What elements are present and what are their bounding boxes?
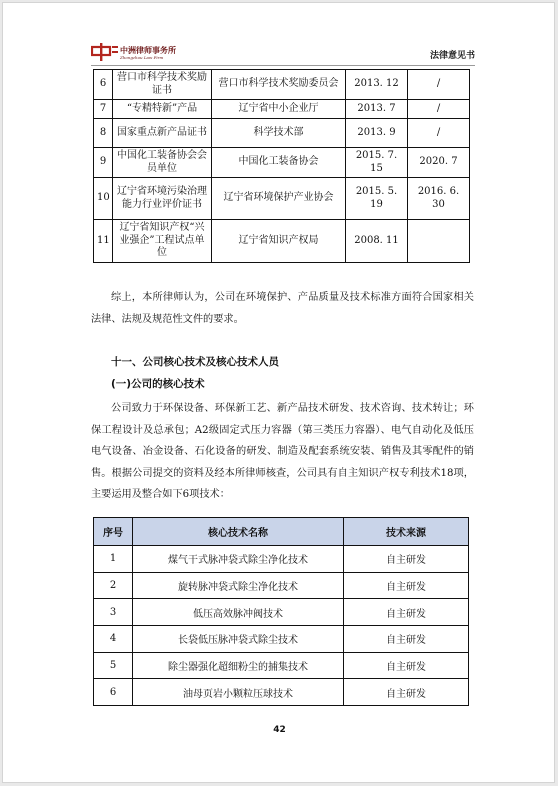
body-paragraph: 公司致力于环保设备、环保新工艺、新产品技术研发、技术咨询、技术转让；环保工程设计及总承包；A2级固定式压力容器（第三类压力容器）、电气自动化及低压电气设备、冶金设备、石化设备的研发、制造及配套系统安装、销售及其零配件的销售。根据公司提交的资料及经本所律师核查，公司具有自主知识产权专利技术18项，主要运用及整合如下6项技术： [91,403,474,500]
table-cell: 长袋低压脉冲袋式除尘技术 [133,626,344,653]
table-cell: 2016. 6. 30 [408,178,470,220]
document-type: 法律意见书 [429,51,475,61]
table-row [94,70,470,100]
table-cell: 油母页岩小颗粒压球技术 [133,679,344,706]
table-cell: 10 [94,178,113,220]
table-row [94,599,469,626]
table-cell: 自主研发 [344,572,469,599]
table-row [94,148,470,178]
firm-name-en: Zhongzhou Law Firm [120,55,164,60]
table-cell: / [408,119,470,148]
table-cell: 2020. 7 [408,148,470,178]
table-row [94,178,470,220]
table-cell: 科学技术部 [212,119,346,148]
table-cell: 中国化工装备协会会员单位 [113,148,212,178]
table-cell: 11 [94,220,113,263]
table-cell: 自主研发 [344,546,469,573]
table-cell: 自主研发 [344,599,469,626]
firm-name: 中洲律师事务所 [120,45,176,55]
subsection-heading: (一)公司的核心技术 [111,378,205,390]
table-cell: 旋转脉冲袋式除尘净化技术 [133,572,344,599]
column-header: 核心技术名称 [133,518,344,546]
table-cell: 9 [94,148,113,178]
table-cell: 5 [94,652,133,679]
table-cell: 2015. 7. 15 [346,148,408,178]
table-cell: 辽宁省中小企业厅 [212,100,346,119]
table-row [94,679,469,706]
column-header: 技术来源 [344,518,469,546]
table-cell: 辽宁省环境保护产业协会 [212,178,346,220]
table-cell: / [408,100,470,119]
table-cell: 低压高效脉冲阀技术 [133,599,344,626]
table-cell: 7 [94,100,113,119]
table-cell: 自主研发 [344,679,469,706]
table-cell: 2015. 5. 19 [346,178,408,220]
table-header-row [94,518,469,546]
table-cell: 除尘器强化超细粉尘的捕集技术 [133,652,344,679]
table-cell: 2013. 7 [346,100,408,119]
table-cell [408,220,470,263]
page-header [91,43,475,67]
table-cell: 6 [94,70,113,100]
table-cell: 4 [94,626,133,653]
table-cell: “专精特新”产品 [113,100,212,119]
table-cell: 1 [94,546,133,573]
core-tech-table [93,517,469,706]
table-cell: 营口市科学技术奖励证书 [113,70,212,100]
table-row [94,119,470,148]
table-cell: 营口市科学技术奖励委员会 [212,70,346,100]
document-page [2,2,555,783]
table-cell: 8 [94,119,113,148]
column-header: 序号 [94,518,133,546]
table-row [94,100,470,119]
table-row [94,652,469,679]
table-row [94,572,469,599]
table-row [94,220,470,263]
table-cell: 辽宁省知识产权局 [212,220,346,263]
table-cell: 国家重点新产品证书 [113,119,212,148]
table-cell: 中国化工装备协会 [212,148,346,178]
table-row [94,626,469,653]
table-cell: 3 [94,599,133,626]
table-cell: 2 [94,572,133,599]
table-cell: 2013. 9 [346,119,408,148]
table-cell: 自主研发 [344,626,469,653]
table-cell: 2013. 12 [346,70,408,100]
honors-table [93,69,470,263]
table-cell: 煤气干式脉冲袋式除尘净化技术 [133,546,344,573]
table-cell: 辽宁省环境污染治理能力行业评价证书 [113,178,212,220]
section-heading: 十一、公司核心技术及核心技术人员 [111,356,279,368]
conclusion-paragraph: 综上，本所律师认为，公司在环境保护、产品质量及技术标准方面符合国家相关法律、法规及规范性文件的要求。 [91,292,474,325]
table-row [94,546,469,573]
table-cell: 自主研发 [344,652,469,679]
page-number: 42 [273,725,286,735]
table-cell: 2008. 11 [346,220,408,263]
firm-logo-icon [91,43,119,61]
table-cell: 6 [94,679,133,706]
table-cell: 辽宁省知识产权“兴业强企”工程试点单位 [113,220,212,263]
header-rule [91,65,475,66]
table-cell: / [408,70,470,100]
